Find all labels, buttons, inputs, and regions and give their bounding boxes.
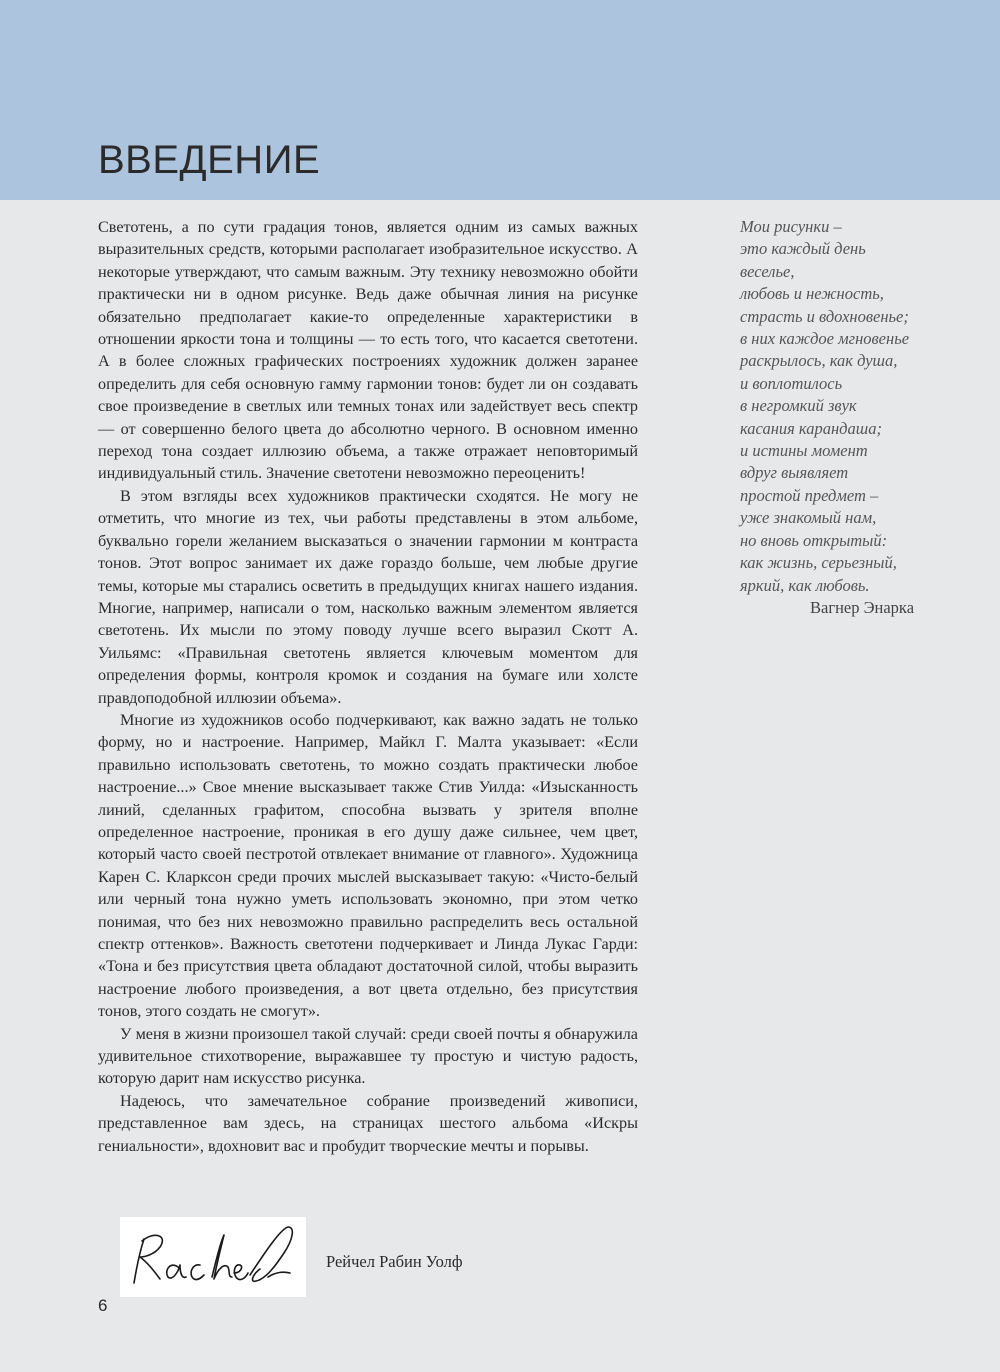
poem-line: вдруг выявляет xyxy=(740,463,849,483)
poem-line: веселье, xyxy=(740,261,795,281)
signature-handwriting-icon xyxy=(120,1217,306,1297)
poem-line: это каждый день xyxy=(740,239,866,259)
poem-line: страсть и вдохновенье; xyxy=(740,306,909,326)
poem-line: касания карандаша; xyxy=(740,418,882,438)
paragraph: Надеюсь, что замечательное собрание произведений живописи, представленное вам здесь, на страницах шестого альбома «Искры гениальности», вдохновит вас и пробудит творческие мечты и порывы. xyxy=(98,1091,638,1155)
poem-line: любовь и нежность, xyxy=(740,284,884,304)
paragraph: В этом взгляды всех художников практически сходятся. Не могу не отметить, что многие из тех, чьи работы представлены в этом альбоме, буквально горели желанием высказаться о значении гармонии м контраста тонов. Этот вопрос занимает их даже гораздо больше, чем любые другие темы, которые мы старались осветить в предыдущих книгах нашего издания. Многие, например, написали о том, насколько важным элементом является светотень. Их мысли по этому поводу лучше всего выразил Скотт А. Уильямс: «Правильная светотень является ключевым моментом для определения формы, контроля кромок и создания на бумаге или холсте правдоподобной иллюзии объема». xyxy=(98,486,638,707)
poem-line: но вновь открытый: xyxy=(740,530,888,550)
author-name: Рейчел Рабин Уолф xyxy=(326,1252,463,1271)
poem-line: уже знакомый нам, xyxy=(740,508,877,528)
poem-line: в негромкий звук xyxy=(740,396,857,416)
poem-line: и воплотилось xyxy=(740,373,843,393)
poem-line: раскрылось, как душа, xyxy=(740,351,898,371)
page-title: ВВЕДЕНИЕ xyxy=(98,138,321,182)
signature-image xyxy=(120,1217,306,1297)
poem-line: как жизнь, серьезный, xyxy=(740,553,897,573)
main-text xyxy=(98,216,638,1157)
poem-line: простой предмет – xyxy=(740,485,879,505)
poem-author: Вагнер Энарка xyxy=(810,597,915,617)
paragraph: Светотень, а по сути градация тонов, является одним из самых важных выразительных средств, которыми располагает изобразительное искусство. А некоторые утверждают, что самым важным. Эту технику невозможно обойти практически ни в одном рисунке. Ведь даже обычная линия на рисунке обязательно предполагает какие-то определенные характеристики в отношении яркости тона и толщины — то есть того, что касается светотени. А в более сложных графических построениях художник должен заранее определить для себя основную гамму гармонии тонов: будет ли он создавать свое произведение в светлых или темных тонах или задействует весь спектр — от совершенно белого цвета до абсолютно черного. В основном именно переход тона создает иллюзию объема, а также отражает неповторимый индивидуальный стиль. Значение светотени невозможно переоценить! xyxy=(98,218,638,483)
poem-line: Мои рисунки – xyxy=(740,217,842,236)
poem-line: и истины момент xyxy=(740,441,868,461)
page-number: 6 xyxy=(98,1296,108,1315)
poem-sidebar xyxy=(740,216,940,619)
poem-line: яркий, как любовь. xyxy=(740,575,870,595)
paragraph: Многие из художников особо подчеркивают, как важно задать не только форму, но и настроение. Например, Майкл Г. Малта указывает: «Если правильно использовать светотень, то можно создать практически любое настроение...» Свое мнение высказывает также Стив Уилда: «Изысканность линий, сделанных графитом, способна вызвать у зрителя вполне определенное настроение, проникая в его душу даже сильнее, чем цвет, который часто своей пестротой отвлекает внимание от главного». Художница Карен С. Кларксон среди прочих мыслей высказывает такую: «Чисто-белый или черный тона нужно уметь использовать экономно, при этом четко понимая, что без них невозможно правильно распределить весь остальной спектр оттенков». Важность светотени подчеркивает и Линда Лукас Гарди: «Тона и без присутствия цвета обладают достаточной силой, чтобы выразить настроение любого произведения, а вот цвета отдельно, без присутствия тонов, этого создать не смогут». xyxy=(98,710,638,1021)
poem-line: в них каждое мгновенье xyxy=(740,329,910,349)
paragraph: У меня в жизни произошел такой случай: среди своей почты я обнаружила удивительное стихотворение, выражавшее ту простую и чистую радость, которую дарит нам искусство рисунка. xyxy=(98,1024,638,1088)
